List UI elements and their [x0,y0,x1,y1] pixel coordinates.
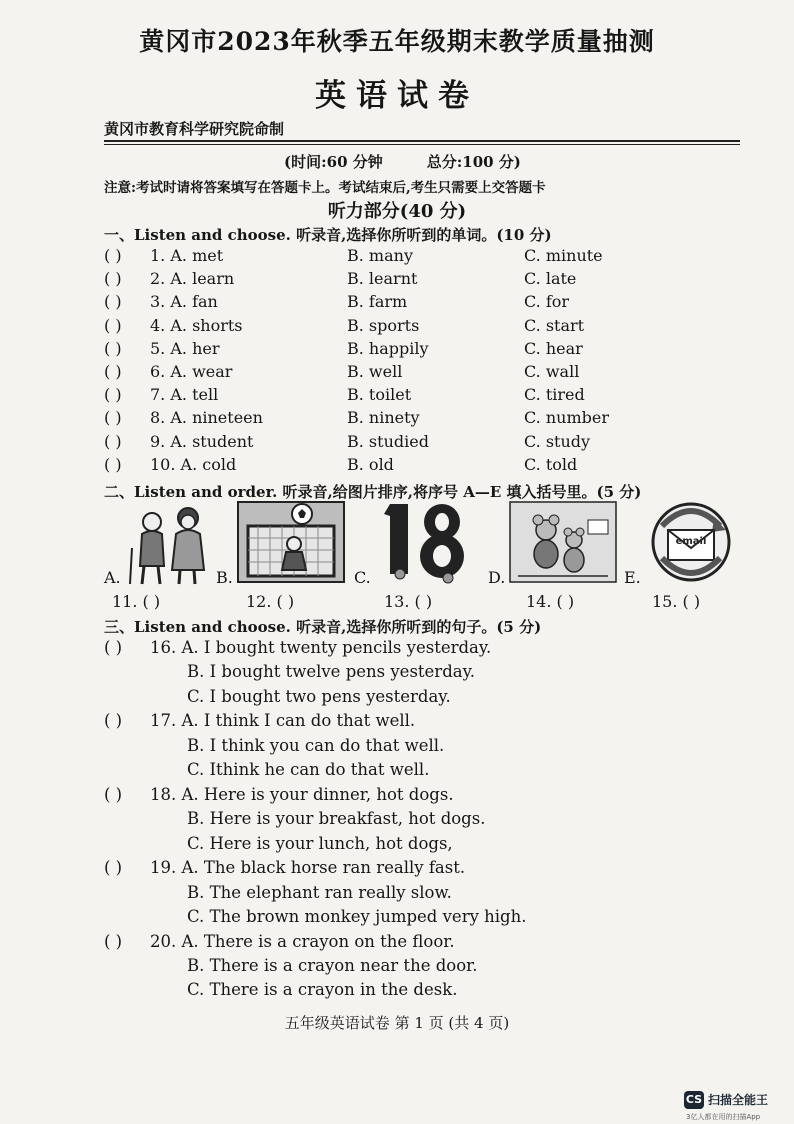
header-divider [104,140,740,142]
option-a: 8. A. nineteen [150,408,263,428]
time-limit: (时间:60 分钟 [284,153,383,171]
sentence-option: C. The brown monkey jumped very high. [187,907,527,926]
answer-blank: ( ) [104,246,122,265]
scanner-name: 扫描全能王 [708,1093,769,1107]
option-a: 6. A. wear [150,362,233,381]
picture-label-e: E. [624,568,641,587]
option-c: C. start [524,315,585,335]
option-b: B. learnt [347,269,418,289]
question-row [104,316,744,338]
scanner-tagline: 3亿人都在用的扫描App [686,1113,761,1121]
exam-notice: 注意:考试时请将答案填写在答题卡上。考试结束后,考生只需要上交答题卡 [104,180,546,196]
option-b: B. old [347,454,394,474]
answer-11: 11. ( ) [112,592,161,611]
answer-blank: ( ) [104,362,122,381]
time-score-line [284,151,565,172]
sentence-option: C. There is a crayon in the desk. [187,980,458,1000]
answer-blank: ( ) [104,385,122,405]
sentence-option: B. There is a crayon near the door. [187,956,478,975]
sentence-option: 18. A. Here is your dinner, hot dogs. [150,784,454,804]
option-c: C. for [524,292,570,312]
answer-blank: ( ) [104,711,123,731]
picture-row [104,500,744,590]
option-b: B. sports [347,315,420,335]
option-b: B. ninety [347,408,420,428]
answer-14: 14. ( ) [526,592,575,611]
picture-label-c: C. [354,568,371,587]
listening-section-title: 听力部分(40 分) [327,201,467,222]
option-c: C. tired [524,385,585,405]
part2-heading: 二、Listen and order. 听录音,给图片排序,将序号 A—E 填入括号里。(5 分) [104,483,642,501]
question-row [104,246,744,268]
exam-title: 黄冈市2023年秋季五年级期末教学质量抽测 [139,27,655,56]
question-row [104,269,744,291]
sentence-option: C. Here is your lunch, hot dogs, [187,833,453,853]
sentence-option: 16. A. I bought twenty pencils yesterday. [150,638,492,657]
option-c: C. hear [524,338,583,358]
question-row [104,292,744,314]
sentence-option: 20. A. There is a crayon on the floor. [150,931,455,951]
answer-blank: ( ) [104,292,122,312]
answer-12: 12. ( ) [246,592,295,611]
option-a: 3. A. fan [150,292,218,312]
answer-13: 13. ( ) [384,592,433,611]
answer-blank: ( ) [104,454,122,474]
option-a: 4. A. shorts [150,315,243,335]
football-goal-icon [236,500,346,584]
sentence-option: B. Here is your breakfast, hot dogs. [187,809,486,829]
email-icon [648,500,734,584]
sentence-option: C. I bought two pens yesterday. [187,686,451,706]
option-c: C. wall [524,362,580,381]
option-a: 9. A. student [150,431,254,451]
option-c: C. minute [524,246,603,265]
page-footer: 五年级英语试卷 第 1 页 (共 4 页) [284,1014,510,1032]
question-row [104,339,744,361]
sentence-option: 19. A. The black horse ran really fast. [150,858,466,878]
number-eighteen-icon [384,500,474,586]
email-word: email [675,536,707,547]
sentence-option: C. Ithink he can do that well. [187,760,430,780]
answer-15: 15. ( ) [652,592,701,611]
part3-heading: 三、Listen and choose. 听录音,选择你所听到的句子。(5 分) [104,618,542,636]
question-row [104,408,744,430]
option-b: B. many [347,246,413,265]
picture-label-a: A. [104,568,121,587]
answer-blank: ( ) [104,784,123,804]
picture-label-b: B. [216,568,233,587]
question-row [104,432,744,454]
answer-blank: ( ) [104,431,122,451]
picture-label-d: D. [488,568,506,587]
compiler-line: 黄冈市教育科学研究院命制 [104,120,285,138]
option-a: 10. A. cold [150,454,237,474]
part1-heading: 一、Listen and choose. 听录音,选择你所听到的单词。(10 分) [104,226,552,244]
option-b: B. happily [347,338,429,358]
sentence-option: 17. A. I think I can do that well. [150,711,416,731]
answer-blank: ( ) [104,638,123,657]
header-divider-thin [104,144,740,145]
option-a: 7. A. tell [150,385,219,405]
question-row [104,362,744,384]
option-a: 2. A. learn [150,269,235,289]
option-b: B. toilet [347,385,412,405]
answer-blank: ( ) [104,931,123,951]
question-row [104,385,744,407]
sentence-option: B. I think you can do that well. [187,735,445,755]
scanner-logo-icon: CS [684,1091,704,1109]
option-b: B. well [347,362,403,381]
option-a: 1. A. met [150,246,224,265]
elderly-couple-icon [124,500,216,586]
scanner-watermark [684,1091,794,1124]
answer-blank: ( ) [104,315,122,335]
answer-blank: ( ) [104,338,122,358]
option-a: 5. A. her [150,338,220,358]
option-b: B. farm [347,292,408,312]
total-score: 总分:100 分) [426,153,521,171]
answer-blank: ( ) [104,858,123,878]
question-row [104,455,744,477]
option-c: C. number [524,408,609,428]
option-c: C. late [524,269,577,289]
answer-blank: ( ) [104,408,122,428]
mice-family-icon [508,500,618,584]
option-b: B. studied [347,431,429,451]
option-c: C. study [524,431,591,451]
answer-blank: ( ) [104,269,122,289]
sentence-option: B. I bought twelve pens yesterday. [187,662,475,682]
sentence-option: B. The elephant ran really slow. [187,882,452,902]
exam-subtitle: 英语试卷 [315,78,479,114]
option-c: C. told [524,454,578,474]
